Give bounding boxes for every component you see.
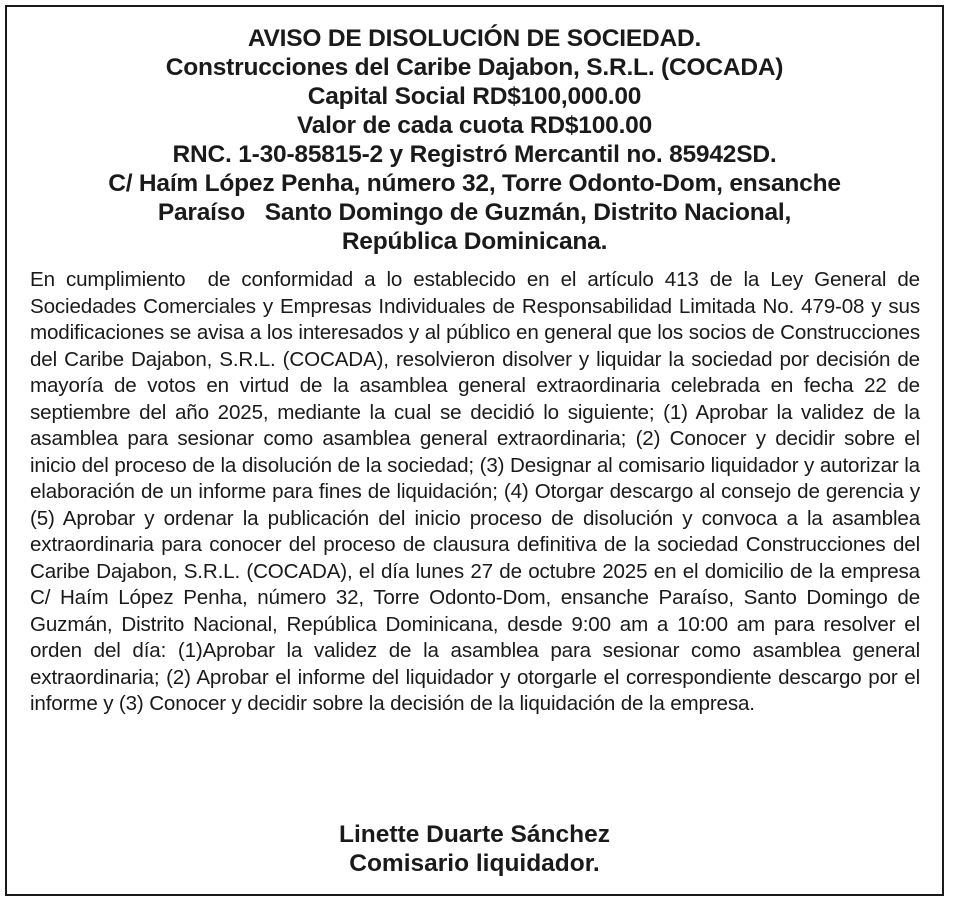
share-value: Valor de cada cuota RD$100.00	[296, 112, 653, 139]
address-line-3: República Dominicana.	[341, 228, 608, 255]
notice-title: AVISO DE DISOLUCIÓN DE SOCIEDAD.	[247, 25, 702, 52]
company-name: Construcciones del Caribe Dajabon, S.R.L. (COCADA)	[165, 54, 784, 81]
notice-body: En cumplimiento de conformidad a lo establecido en el artículo 413 de la Ley General de Sociedades Comerciales y Empresas Individuales de Responsabilidad Limitada No. 479-08 y sus modificaciones se avisa a los interesados y al público en general que los socios de Construcciones del Caribe Dajabon, S.R.L. (COCADA), resolvieron disolver y liquidar la sociedad por decisión de mayoría de votos en virtud de la asamblea general extraordinaria celebrada en fecha 22 de septiembre del año 2025, mediante la cual se decidió lo siguiente; (1) Aprobar la validez de la asamblea para sesionar como asamblea general extraordinaria; (2) Conocer y decidir sobre el inicio del proceso de la disolución de la sociedad; (3) Designar al comisario liquidador y autorizar la elaboración de un informe para fines de liquidación; (4) Otorgar descargo al consejo de gerencia y (5) Aprobar y ordenar la publicación del inicio proceso de disolución y convoca a la asamblea extraordinaria para conocer del proceso de clausura definitiva de la sociedad Construcciones del Caribe Dajabon, S.R.L. (COCADA), el día lunes 27 de octubre 2025 en el domicilio de la empresa C/ Haím López Penha, número 32, Torre Odonto-Dom, ensanche Paraíso, Santo Domingo de Guzmán, Distrito Nacional, República Dominicana, desde 9:00 am a 10:00 am para resolver el orden del día: (1)Aprobar la validez de la asamblea para sesionar como asamblea general extraordinaria; (2) Aprobar el informe del liquidador y otorgarle el correspondiente descargo por el informe y (3) Conocer y decidir sobre la decisión de la liquidación de la empresa.	[30, 268, 926, 715]
notice-heading	[22, 24, 927, 256]
address-line-1: C/ Haím López Penha, número 32, Torre Odonto-Dom, ensanche	[108, 170, 841, 197]
signatory-title: Comisario liquidador.	[349, 850, 600, 877]
signatory-name: Linette Duarte Sánchez	[339, 821, 610, 848]
capital-social: Capital Social RD$100,000.00	[307, 83, 642, 110]
signature-block	[22, 820, 927, 878]
rnc-registry: RNC. 1-30-85815-2 y Registró Mercantil no. 85942SD.	[172, 141, 777, 168]
address-line-2: Paraíso Santo Domingo de Guzmán, Distrito Nacional,	[157, 199, 792, 226]
